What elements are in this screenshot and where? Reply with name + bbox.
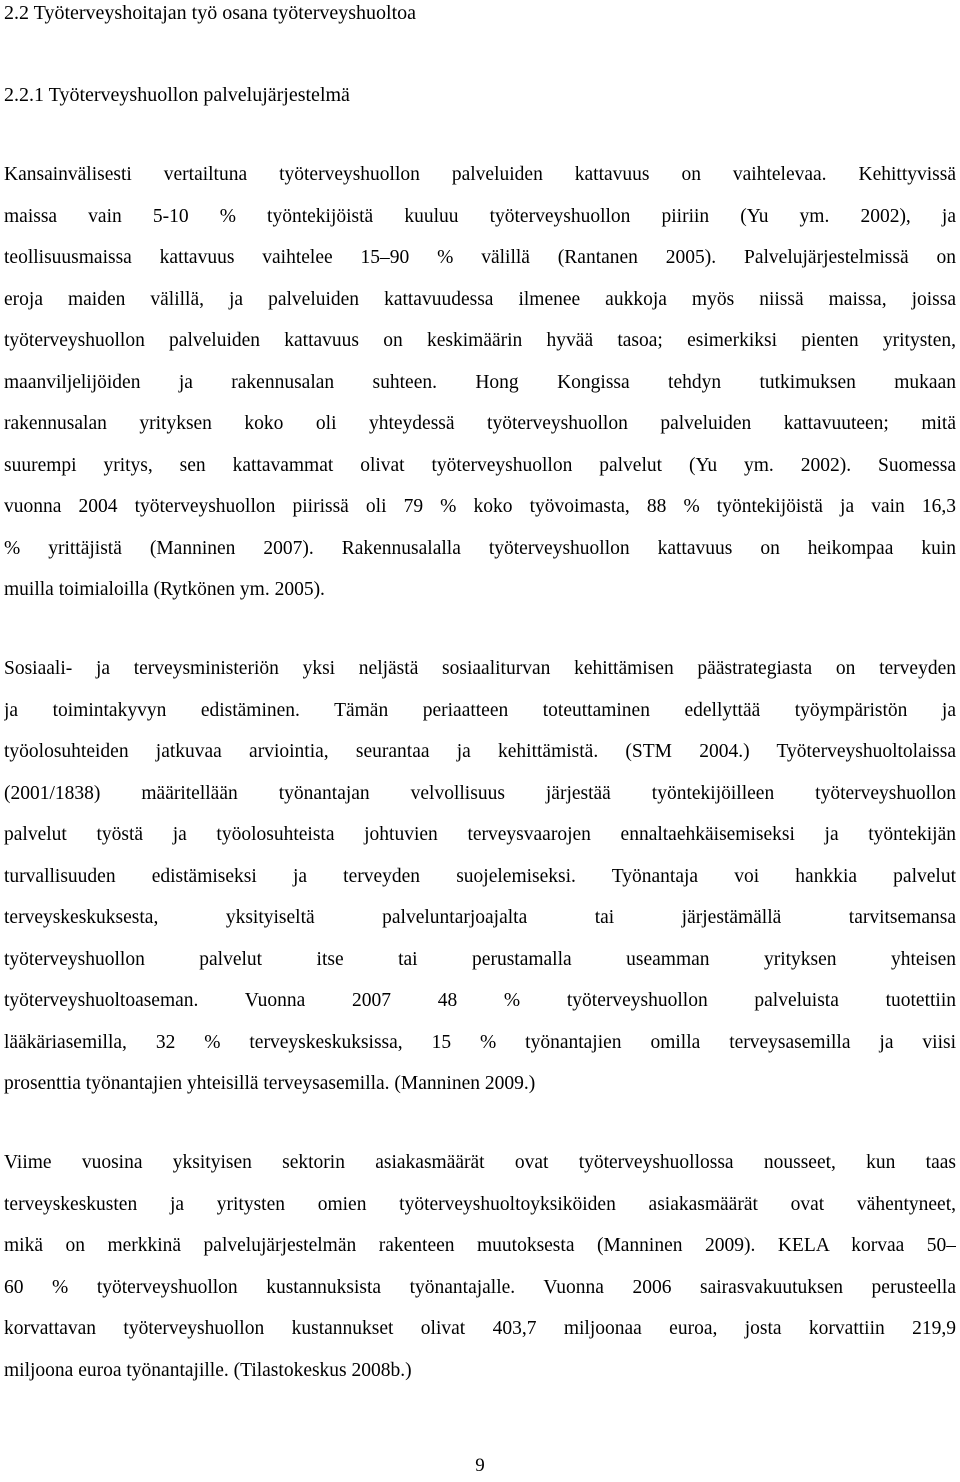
paragraph-line: vuonna 2004 työterveyshuollon piirissä oli 79 % koko työvoimasta, 88 % työntekijöistä ja vain 16,3 [4,496,956,517]
paragraph-line: Viime vuosina yksityisen sektorin asiakasmäärät ovat työterveyshuollossa nousseet, kun taas [4,1152,956,1173]
paragraph-1 [4,154,956,611]
paragraph-line: suurempi yritys, sen kattavammat olivat työterveyshuollon palvelut (Yu ym. 2002). Suomessa [4,454,956,476]
paragraph-line: % yrittäjistä (Manninen 2007). Rakennusalalla työterveyshuollon kattavuus on heikompaa kuin [4,537,956,559]
paragraph-line: mikä on merkkinä palvelujärjestelmän rakenteen muutoksesta (Manninen 2009). KELA korvaa 50– [4,1235,956,1256]
paragraph-line: työterveyshuollon palvelut itse tai perustamalla useamman yrityksen yhteisen [4,948,956,970]
paragraph-line: teollisuusmaissa kattavuus vaihtelee 15–90 % välillä (Rantanen 2005). Palvelujärjestelmissä on [4,247,956,268]
paragraph-line: rakennusalan yrityksen koko oli yhteydessä työterveyshuollon palveluiden kattavuuteen; mitä [4,413,956,434]
paragraph-line: miljoona euroa työnantajille. (Tilastokeskus 2008b.) [4,1359,412,1381]
paragraph-line: lääkäriasemilla, 32 % terveyskeskuksissa, 15 % työnantajien omilla terveysasemilla ja viisi [4,1031,956,1053]
paragraph-line: Sosiaali- ja terveysministeriön yksi neljästä sosiaaliturvan kehittämisen päästrategiasta on terveyden [4,658,956,679]
page-number: 9 [475,1455,485,1476]
paragraph-3 [4,1142,956,1391]
paragraph-line: terveyskeskuksesta, yksityiseltä palveluntarjoajalta tai järjestämällä tarvitsemansa [4,907,956,928]
paragraph-line: prosenttia työnantajien yhteisillä terveysasemilla. (Manninen 2009.) [4,1073,536,1094]
paragraph-line: palvelut työstä ja työolosuhteista johtuvien terveysvaarojen ennaltaehkäisemiseksi ja työntekijän [4,824,956,845]
paragraph-line: 60 % työterveyshuollon kustannuksista työnantajalle. Vuonna 2006 sairasvakuutuksen perusteella [4,1276,956,1298]
paragraph-line: korvattavan työterveyshuollon kustannukset olivat 403,7 miljoonaa euroa, josta korvattiin 219,9 [4,1318,956,1339]
section-heading: 2.2 Työterveyshoitajan työ osana työterveyshuoltoa [4,2,417,24]
paragraph-line: turvallisuuden edistämiseksi ja terveyden suojelemiseksi. Työnantaja voi hankkia palvelut [4,865,956,887]
paragraph-line: työterveyshuollon palveluiden kattavuus on keskimäärin hyvää tasoa; esimerkiksi pienten yritysten, [4,330,956,351]
paragraph-line: työterveyshuoltoaseman. Vuonna 2007 48 % työterveyshuollon palveluista tuotettiin [4,990,956,1011]
paragraph-line: maissa vain 5-10 % työntekijöistä kuuluu työterveyshuollon piiriin (Yu ym. 2002), ja [4,205,956,227]
paragraph-line: maanviljelijöiden ja rakennusalan suhteen. Hong Kongissa tehdyn tutkimuksen mukaan [4,371,956,393]
subsection-heading: 2.2.1 Työterveyshuollon palvelujärjestelmä [4,84,350,106]
paragraph-line: Kansainvälisesti vertailtuna työterveyshuollon palveluiden kattavuus on vaihtelevaa. Kehittyvissä [4,164,956,185]
paragraph-line: työolosuhteiden jatkuvaa arviointia, seurantaa ja kehittämistä. (STM 2004.) Työterveyshuoltolaissa [4,741,956,762]
paragraph-line: (2001/1838) määritellään työnantajan velvollisuus järjestää työntekijöilleen työterveyshuollon [4,782,956,804]
paragraph-line: eroja maiden välillä, ja palveluiden kattavuudessa ilmenee aukkoja myös niissä maissa, joissa [4,288,956,310]
paragraph-2 [4,648,956,1105]
paragraph-line: terveyskeskusten ja yritysten omien työterveyshuoltoyksiköiden asiakasmäärät ovat vähentyneet, [4,1193,956,1215]
paragraph-line: muilla toimialoilla (Rytkönen ym. 2005). [4,579,325,600]
paragraph-line: ja toimintakyvyn edistäminen. Tämän periaatteen toteuttaminen edellyttää työympäristön ja [4,699,956,721]
